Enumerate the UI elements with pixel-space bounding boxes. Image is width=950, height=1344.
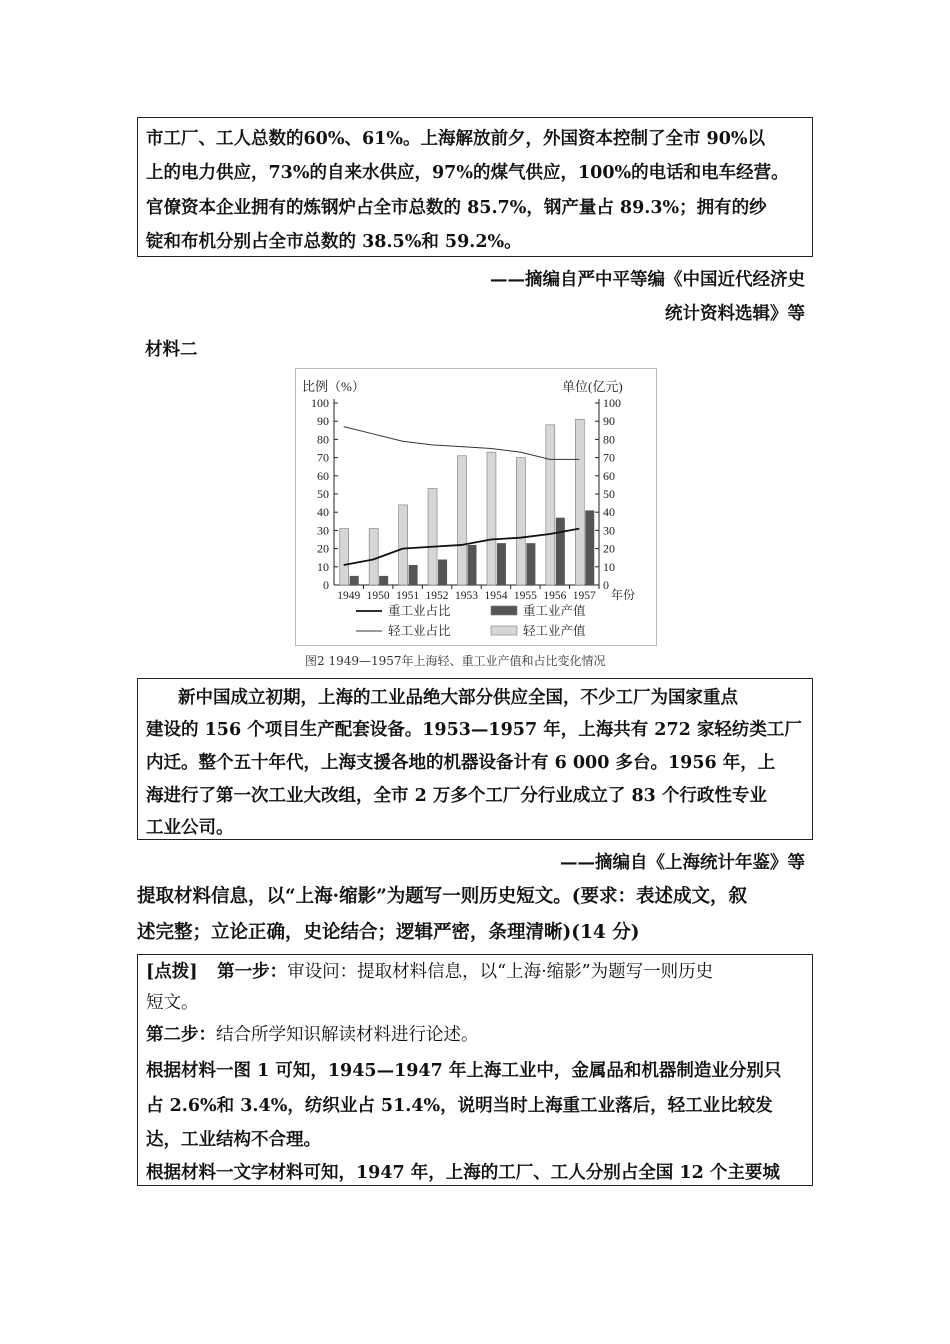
- y-tick-label-left: 30: [317, 523, 329, 538]
- material2-source: ——摘编自《上海统计年鉴》等: [560, 853, 805, 873]
- y-tick-label-left: 10: [317, 559, 329, 574]
- y-tick-label-right: 10: [603, 559, 615, 574]
- y-tick-label-left: 20: [317, 541, 329, 556]
- x-tick-label: 1951: [396, 590, 420, 602]
- legend-swatch: [491, 626, 517, 635]
- x-tick-label: 1953: [455, 590, 478, 602]
- hint-step1-label: 第一步：: [217, 962, 288, 982]
- y-tick-label-left: 0: [323, 578, 329, 592]
- y-tick-label-left: 100: [311, 396, 329, 410]
- material2-line: 新中国成立初期，上海的工业品绝大部分供应全国，不少工厂为国家重点: [178, 688, 738, 708]
- bar-light-industry: [516, 458, 525, 585]
- material2-line: 工业公司。: [146, 818, 234, 838]
- x-tick-label: 1957: [572, 590, 596, 602]
- x-tick-label: 1954: [484, 590, 508, 602]
- material2-heading: 材料二: [145, 340, 198, 360]
- legend-label: 轻工业占比: [388, 624, 451, 638]
- hint-step2-row: [146, 1025, 479, 1045]
- bar-light-industry: [575, 419, 584, 585]
- hint-step1-text: 审设问：提取材料信息，以“上海·缩影”为题写一则历史: [287, 962, 714, 982]
- y-tick-label-right: 50: [603, 487, 615, 501]
- bar-heavy-industry: [350, 576, 359, 585]
- hint-box: [137, 954, 813, 1186]
- bar-light-industry: [399, 505, 408, 585]
- hint-step1-cont: 短文。: [146, 993, 199, 1013]
- x-tick-label: 1950: [366, 590, 390, 602]
- material1-line: 市工厂、工人总数的60%、61%。上海解放前夕，外国资本控制了全市 90%以: [146, 129, 766, 149]
- question-line2: 述完整；立论正确，史论结合；逻辑严密，条理清晰)(14 分): [137, 922, 640, 943]
- y-tick-label-right: 100: [603, 396, 621, 410]
- bar-light-industry: [487, 452, 496, 585]
- bar-light-industry: [546, 425, 555, 585]
- bar-heavy-industry: [585, 510, 594, 585]
- hint-step2-text: 结合所学知识解读材料进行论述。: [216, 1025, 479, 1045]
- y-axis-left-label: 比例（%）: [302, 379, 365, 394]
- material2-line: 建设的 156 个项目生产配套设备。1953—1957 年，上海共有 272 家轻纺类工厂: [146, 720, 802, 740]
- bar-heavy-industry: [379, 576, 388, 585]
- y-axis-right-label: 单位(亿元): [562, 379, 623, 394]
- y-tick-label-right: 70: [603, 450, 615, 465]
- legend-swatch: [491, 606, 517, 615]
- material1-box: [137, 117, 813, 257]
- material1-line: 锭和布机分别占全市总数的 38.5%和 59.2%。: [146, 232, 522, 252]
- x-tick-label: 1949: [337, 590, 361, 602]
- bar-light-industry: [428, 489, 437, 585]
- material1-line: 上的电力供应，73%的自来水供应，97%的煤气供应，100%的电话和电车经营。: [146, 163, 789, 183]
- x-tick-label: 1952: [425, 590, 449, 602]
- y-tick-label-right: 90: [603, 414, 615, 429]
- x-axis-label: 年份: [611, 588, 636, 602]
- bar-heavy-industry: [409, 565, 418, 585]
- legend-label: 重工业占比: [388, 604, 451, 618]
- y-tick-label-right: 0: [603, 578, 609, 592]
- material2-box: [137, 678, 813, 840]
- y-tick-label-left: 80: [317, 432, 329, 447]
- y-tick-label-left: 60: [317, 468, 329, 483]
- material1-source-line1: ——摘编自严中平等编《中国近代经济史: [490, 270, 805, 290]
- bar-light-industry: [458, 456, 467, 585]
- bar-heavy-industry: [468, 545, 477, 585]
- hint-line: 根据材料一文字材料可知，1947 年，上海的工厂、工人分别占全国 12 个主要城: [146, 1163, 780, 1183]
- bar-light-industry: [369, 529, 378, 585]
- material2-line: 海进行了第一次工业大改组，全市 2 万多个工厂分行业成立了 83 个行政性专业: [146, 786, 767, 806]
- y-tick-label-right: 80: [603, 432, 615, 447]
- line-light-industry-share: [344, 427, 580, 460]
- question-line1: 提取材料信息，以“上海·缩影”为题写一则历史短文。(要求：表述成文，叙: [137, 886, 747, 907]
- hint-line: 根据材料一图 1 可知，1945—1947 年上海工业中，金属品和机器制造业分别只: [146, 1061, 782, 1081]
- chart-caption: 图2 1949—1957年上海轻、重工业产值和占比变化情况: [305, 654, 606, 668]
- chart-svg: [296, 369, 658, 647]
- hint-step2-label: 第二步：: [146, 1025, 216, 1045]
- hint-line: 达，工业结构不合理。: [146, 1130, 321, 1150]
- y-tick-label-left: 70: [317, 450, 329, 465]
- y-tick-label-right: 30: [603, 523, 615, 538]
- material2-line: 内迁。整个五十年代，上海支援各地的机器设备计有 6 000 多台。1956 年，上: [146, 753, 776, 773]
- bar-heavy-industry: [556, 518, 565, 585]
- y-tick-label-right: 60: [603, 468, 615, 483]
- hint-step1-row: [146, 962, 713, 982]
- y-tick-label-left: 40: [317, 505, 329, 520]
- hint-line: 占 2.6%和 3.4%，纺织业占 51.4%，说明当时上海重工业落后，轻工业比较发: [146, 1096, 773, 1116]
- chart-figure: [295, 368, 657, 646]
- y-tick-label-right: 20: [603, 541, 615, 556]
- bar-heavy-industry: [438, 560, 447, 585]
- bar-light-industry: [340, 529, 349, 585]
- material1-line: 官僚资本企业拥有的炼钢炉占全市总数的 85.7%，钢产量占 89.3%；拥有的纱: [146, 198, 767, 218]
- y-tick-label-left: 90: [317, 414, 329, 429]
- x-tick-label: 1955: [513, 590, 537, 602]
- material1-source-line2: 统计资料选辑》等: [665, 304, 805, 324]
- y-tick-label-right: 40: [603, 505, 615, 520]
- legend-label: 重工业产值: [523, 604, 586, 618]
- hint-tag: [点拨]: [146, 962, 198, 982]
- legend-label: 轻工业产值: [523, 624, 586, 638]
- y-tick-label-left: 50: [317, 487, 329, 501]
- x-tick-label: 1956: [543, 590, 567, 602]
- bar-heavy-industry: [526, 543, 535, 585]
- bar-heavy-industry: [497, 543, 506, 585]
